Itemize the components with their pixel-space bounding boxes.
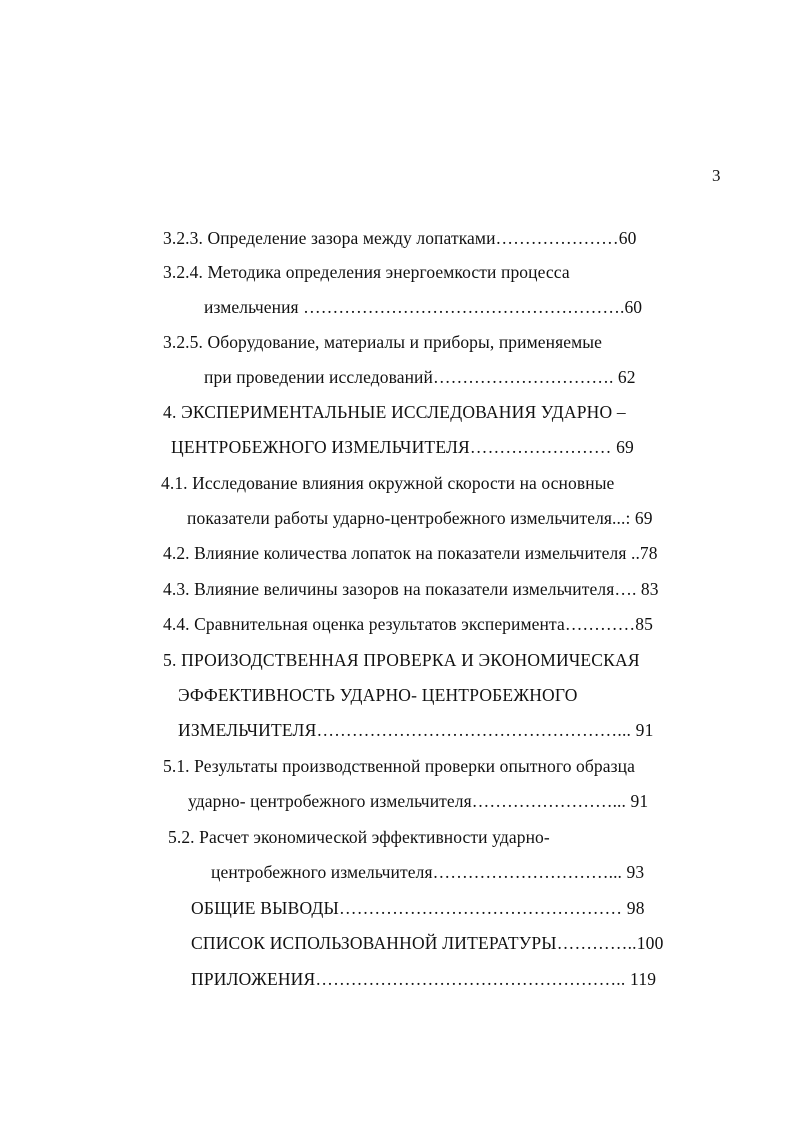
toc-entry-conclusions: ОБЩИЕ ВЫВОДЫ………………………………………… 98 [191,898,645,918]
toc-entry-4-4: 4.4. Сравнительная оценка результатов эксперимента…………85 [163,614,653,634]
toc-entry-4-line1: 4. ЭКСПЕРИМЕНТАЛЬНЫЕ ИССЛЕДОВАНИЯ УДАРНО – [163,402,626,422]
toc-entry-5-2-line2: центробежного измельчителя…………………………... 93 [211,862,645,882]
toc-entry-appendices: ПРИЛОЖЕНИЯ…………………………………………….. 119 [191,969,657,989]
toc-entry-4-line2: ЦЕНТРОБЕЖНОГО ИЗМЕЛЬЧИТЕЛЯ…………………… 69 [171,437,634,457]
toc-entry-5-line3: ИЗМЕЛЬЧИТЕЛЯ……………………………………………... 91 [178,720,654,740]
toc-entry-4-2: 4.2. Влияние количества лопаток на показатели измельчителя ..78 [163,543,658,563]
toc-entry-4-3: 4.3. Влияние величины зазоров на показатели измельчителя…. 83 [163,579,659,599]
toc-entry-3-2-4-line2: измельчения ……………………………………………….60 [204,297,643,317]
toc-entry-5-1-line1: 5.1. Результаты производственной проверки опытного образца [163,756,635,776]
toc-entry-3-2-5-line1: 3.2.5. Оборудование, материалы и приборы, применяемые [163,332,603,352]
toc-entry-5-1-line2: ударно- центробежного измельчителя……………………... 91 [188,791,649,811]
toc-entry-3-2-3: 3.2.3. Определение зазора между лопатками…………………60 [163,228,637,248]
toc-entry-3-2-5-line2: при проведении исследований…………………………. 62 [204,367,636,387]
toc-entry-3-2-4-line1: 3.2.4. Методика определения энергоемкости процесса [163,262,570,282]
page-number: 3 [712,166,721,185]
toc-entry-5-line2: ЭФФЕКТИВНОСТЬ УДАРНО- ЦЕНТРОБЕЖНОГО [178,685,578,705]
toc-entry-4-1-line2: показатели работы ударно-центробежного измельчителя...: 69 [187,508,653,528]
toc-entry-references: СПИСОК ИСПОЛЬЗОВАННОЙ ЛИТЕРАТУРЫ…………..100 [191,933,664,953]
toc-entry-5-2-line1: 5.2. Расчет экономической эффективности ударно- [168,827,550,847]
toc-entry-5-line1: 5. ПРОИЗОДСТВЕННАЯ ПРОВЕРКА И ЭКОНОМИЧЕСКАЯ [163,650,640,670]
toc-entry-4-1-line1: 4.1. Исследование влияния окружной скорости на основные [161,473,615,493]
